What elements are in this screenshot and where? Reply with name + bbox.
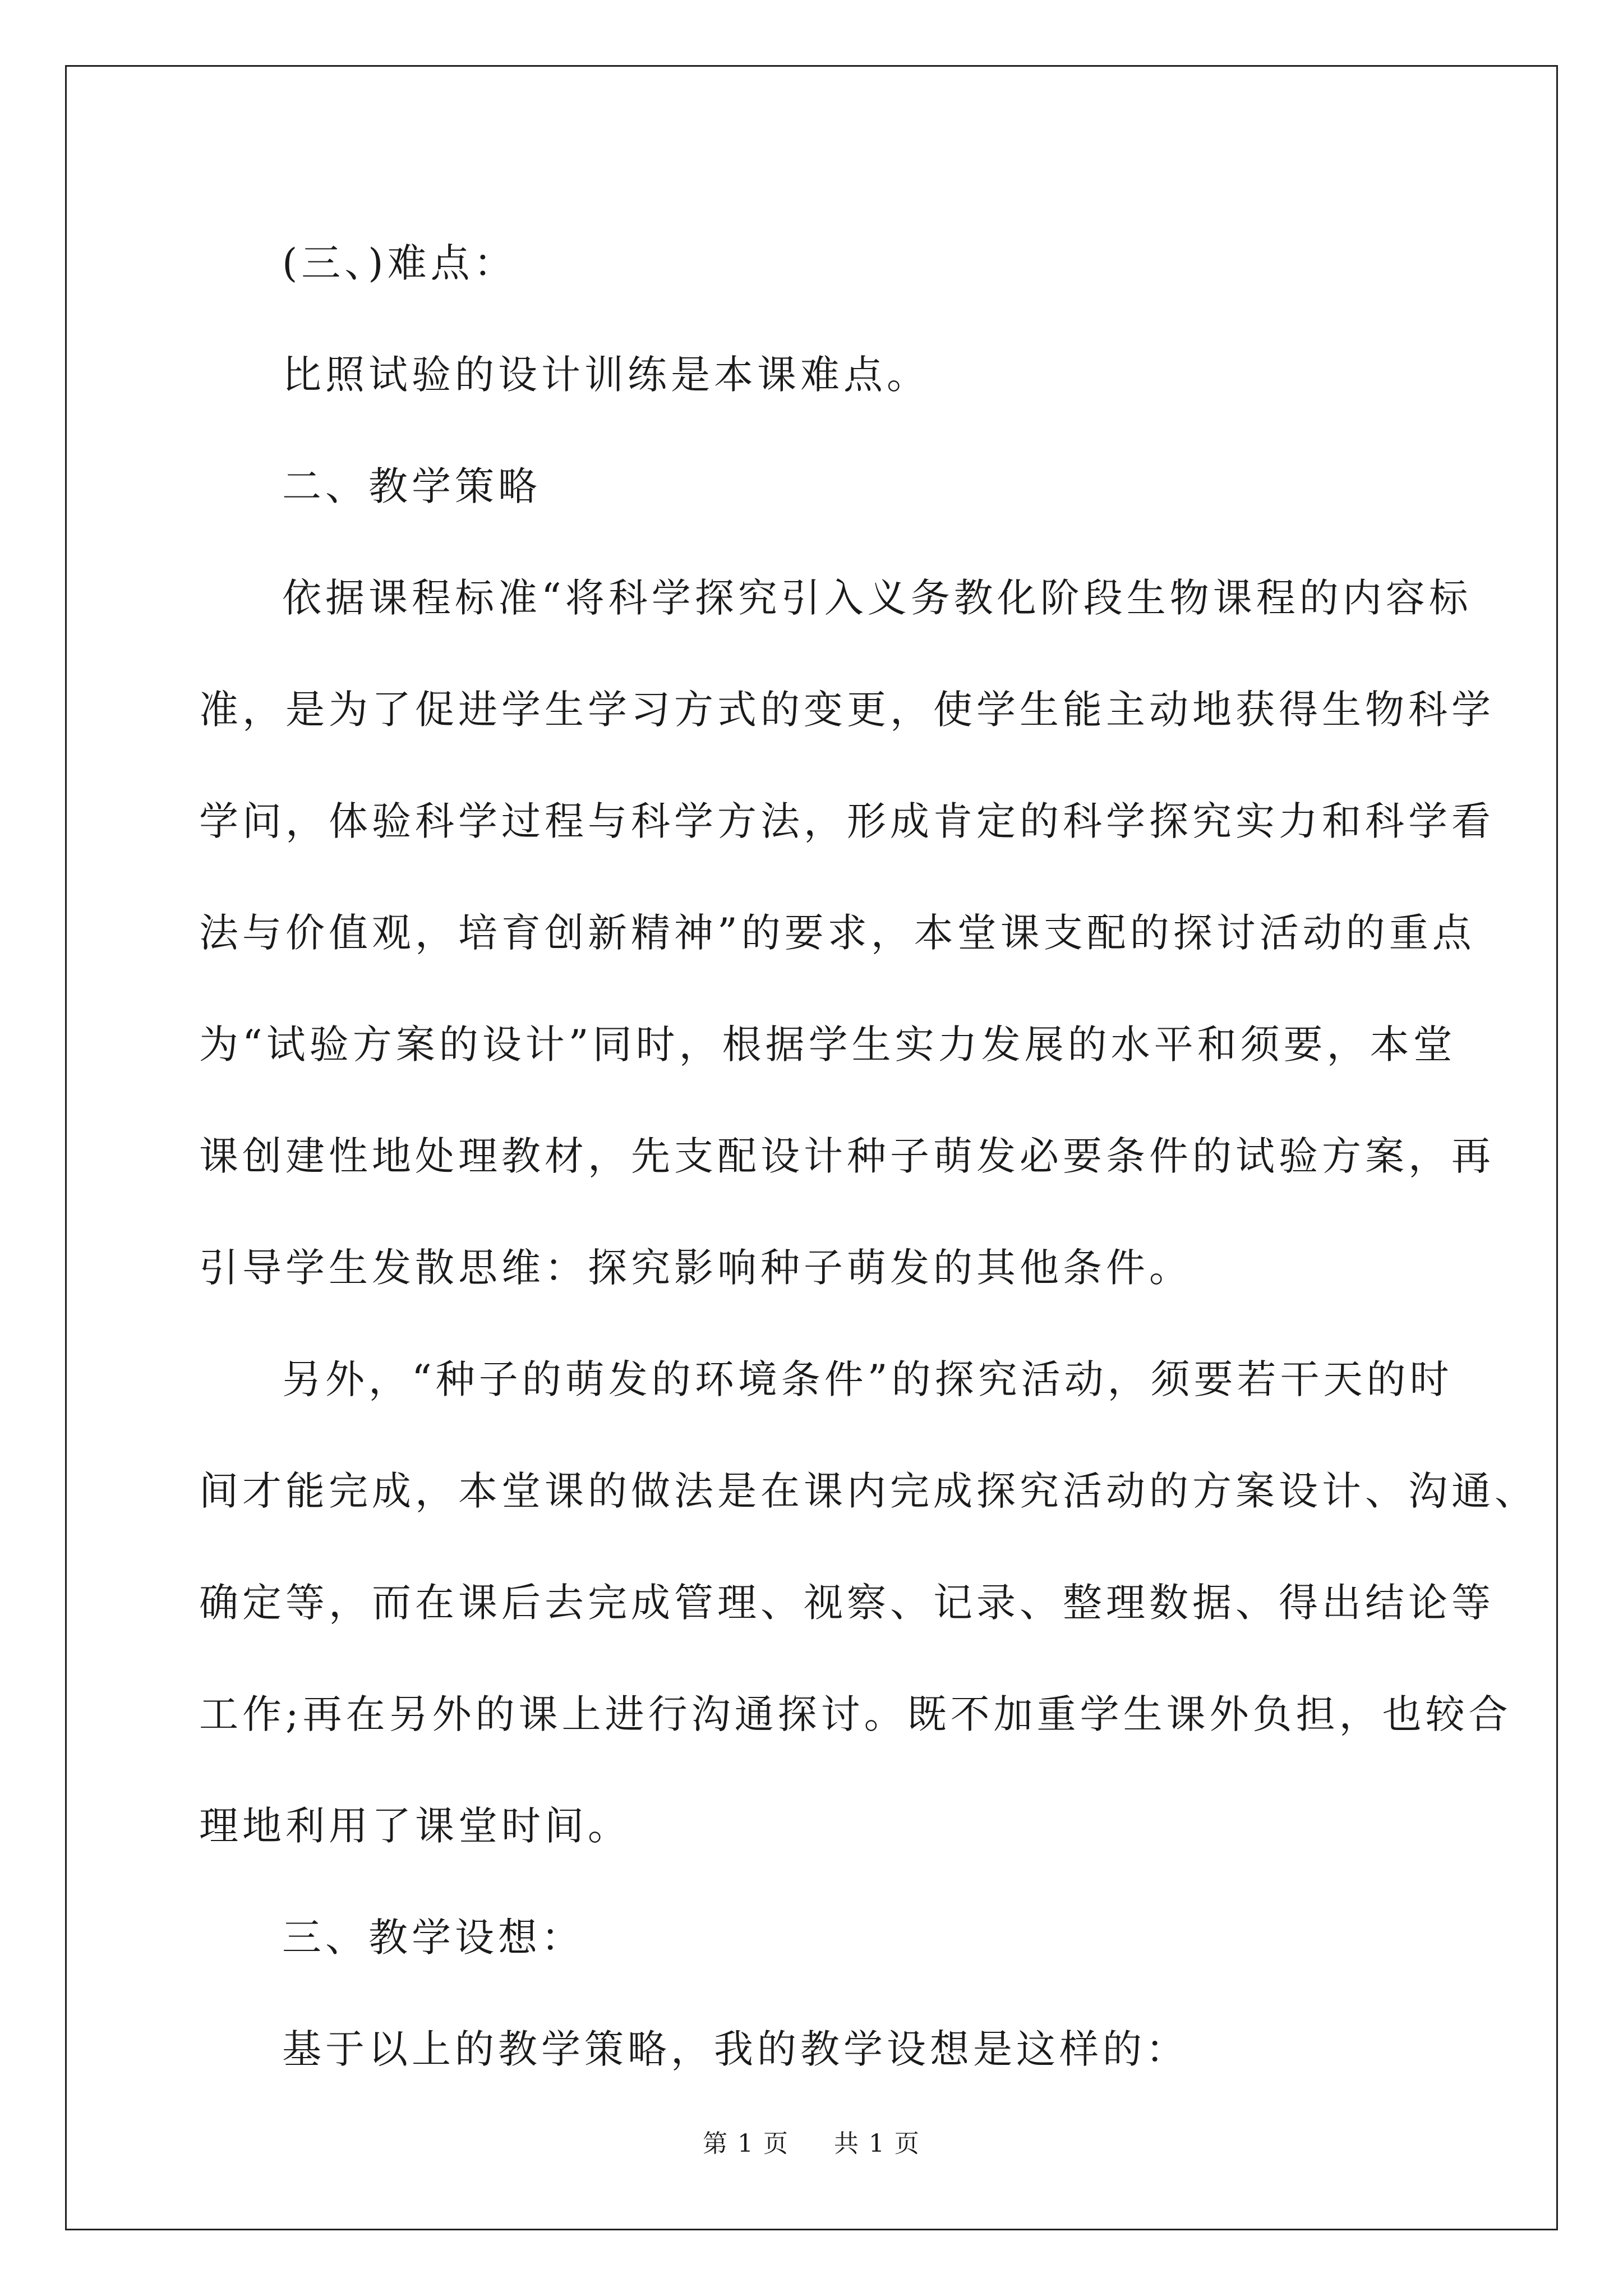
paragraph-strategy-basis — [199, 542, 1495, 1324]
text-line: 学问，体验科学过程与科学方法，形成肯定的科学探究实力和科学看 — [199, 798, 1495, 844]
paragraph-teaching-ideas — [199, 1994, 1433, 2105]
text-line: 理地利用了课堂时间。 — [199, 1803, 631, 1849]
text-line: 比照试验的设计训练是本课难点。 — [282, 352, 930, 398]
text-line: 确定等，而在课后去完成管理、视察、记录、整理数据、得出结论等 — [199, 1580, 1495, 1626]
paragraph-strategy-time — [199, 1324, 1538, 1882]
paragraph-difficulty-text — [199, 319, 1433, 431]
text-line: 依据课程标准“将科学探究引入义务教化阶段生物课程的内容标 — [282, 575, 1472, 621]
text-line: 另外，“种子的萌发的环境条件”的探究活动，须要若干天的时 — [282, 1356, 1453, 1402]
section-heading-teaching-strategy — [199, 431, 1433, 542]
text-line: 引导学生发散思维：探究影响种子萌发的其他条件。 — [199, 1245, 1192, 1291]
text-line: 间才能完成，本堂课的做法是在课内完成探究活动的方案设计、沟通、 — [199, 1468, 1538, 1514]
document-body — [199, 208, 1538, 2105]
text-line: 为“试验方案的设计”同时，根据学生实力发展的水平和须要，本堂 — [199, 1022, 1456, 1068]
text-line: 课创建性地处理教材，先支配设计种子萌发必要条件的试验方案，再 — [199, 1133, 1495, 1179]
text-line: 准，是为了促进学生学习方式的变更，使学生能主动地获得生物科学 — [199, 687, 1495, 733]
page-number: 第 1 页 — [703, 2129, 790, 2158]
page-footer — [0, 2123, 1623, 2159]
page-total: 共 1 页 — [833, 2129, 920, 2158]
text-line: 工作;再在另外的课上进行沟通探讨。既不加重学生课外负担，也较合 — [199, 1691, 1512, 1737]
text-line: 基于以上的教学策略，我的教学设想是这样的： — [282, 2026, 1189, 2072]
text-line: 法与价值观，培育创新精神”的要求，本堂课支配的探讨活动的重点 — [199, 910, 1476, 956]
text-line: (三、)难点： — [282, 240, 517, 286]
section-heading-teaching-ideas — [199, 1882, 1433, 1994]
text-line: 三、教学设想： — [282, 1915, 584, 1961]
paragraph-difficulty-heading — [199, 208, 1433, 319]
text-line: 二、教学策略 — [282, 463, 541, 509]
